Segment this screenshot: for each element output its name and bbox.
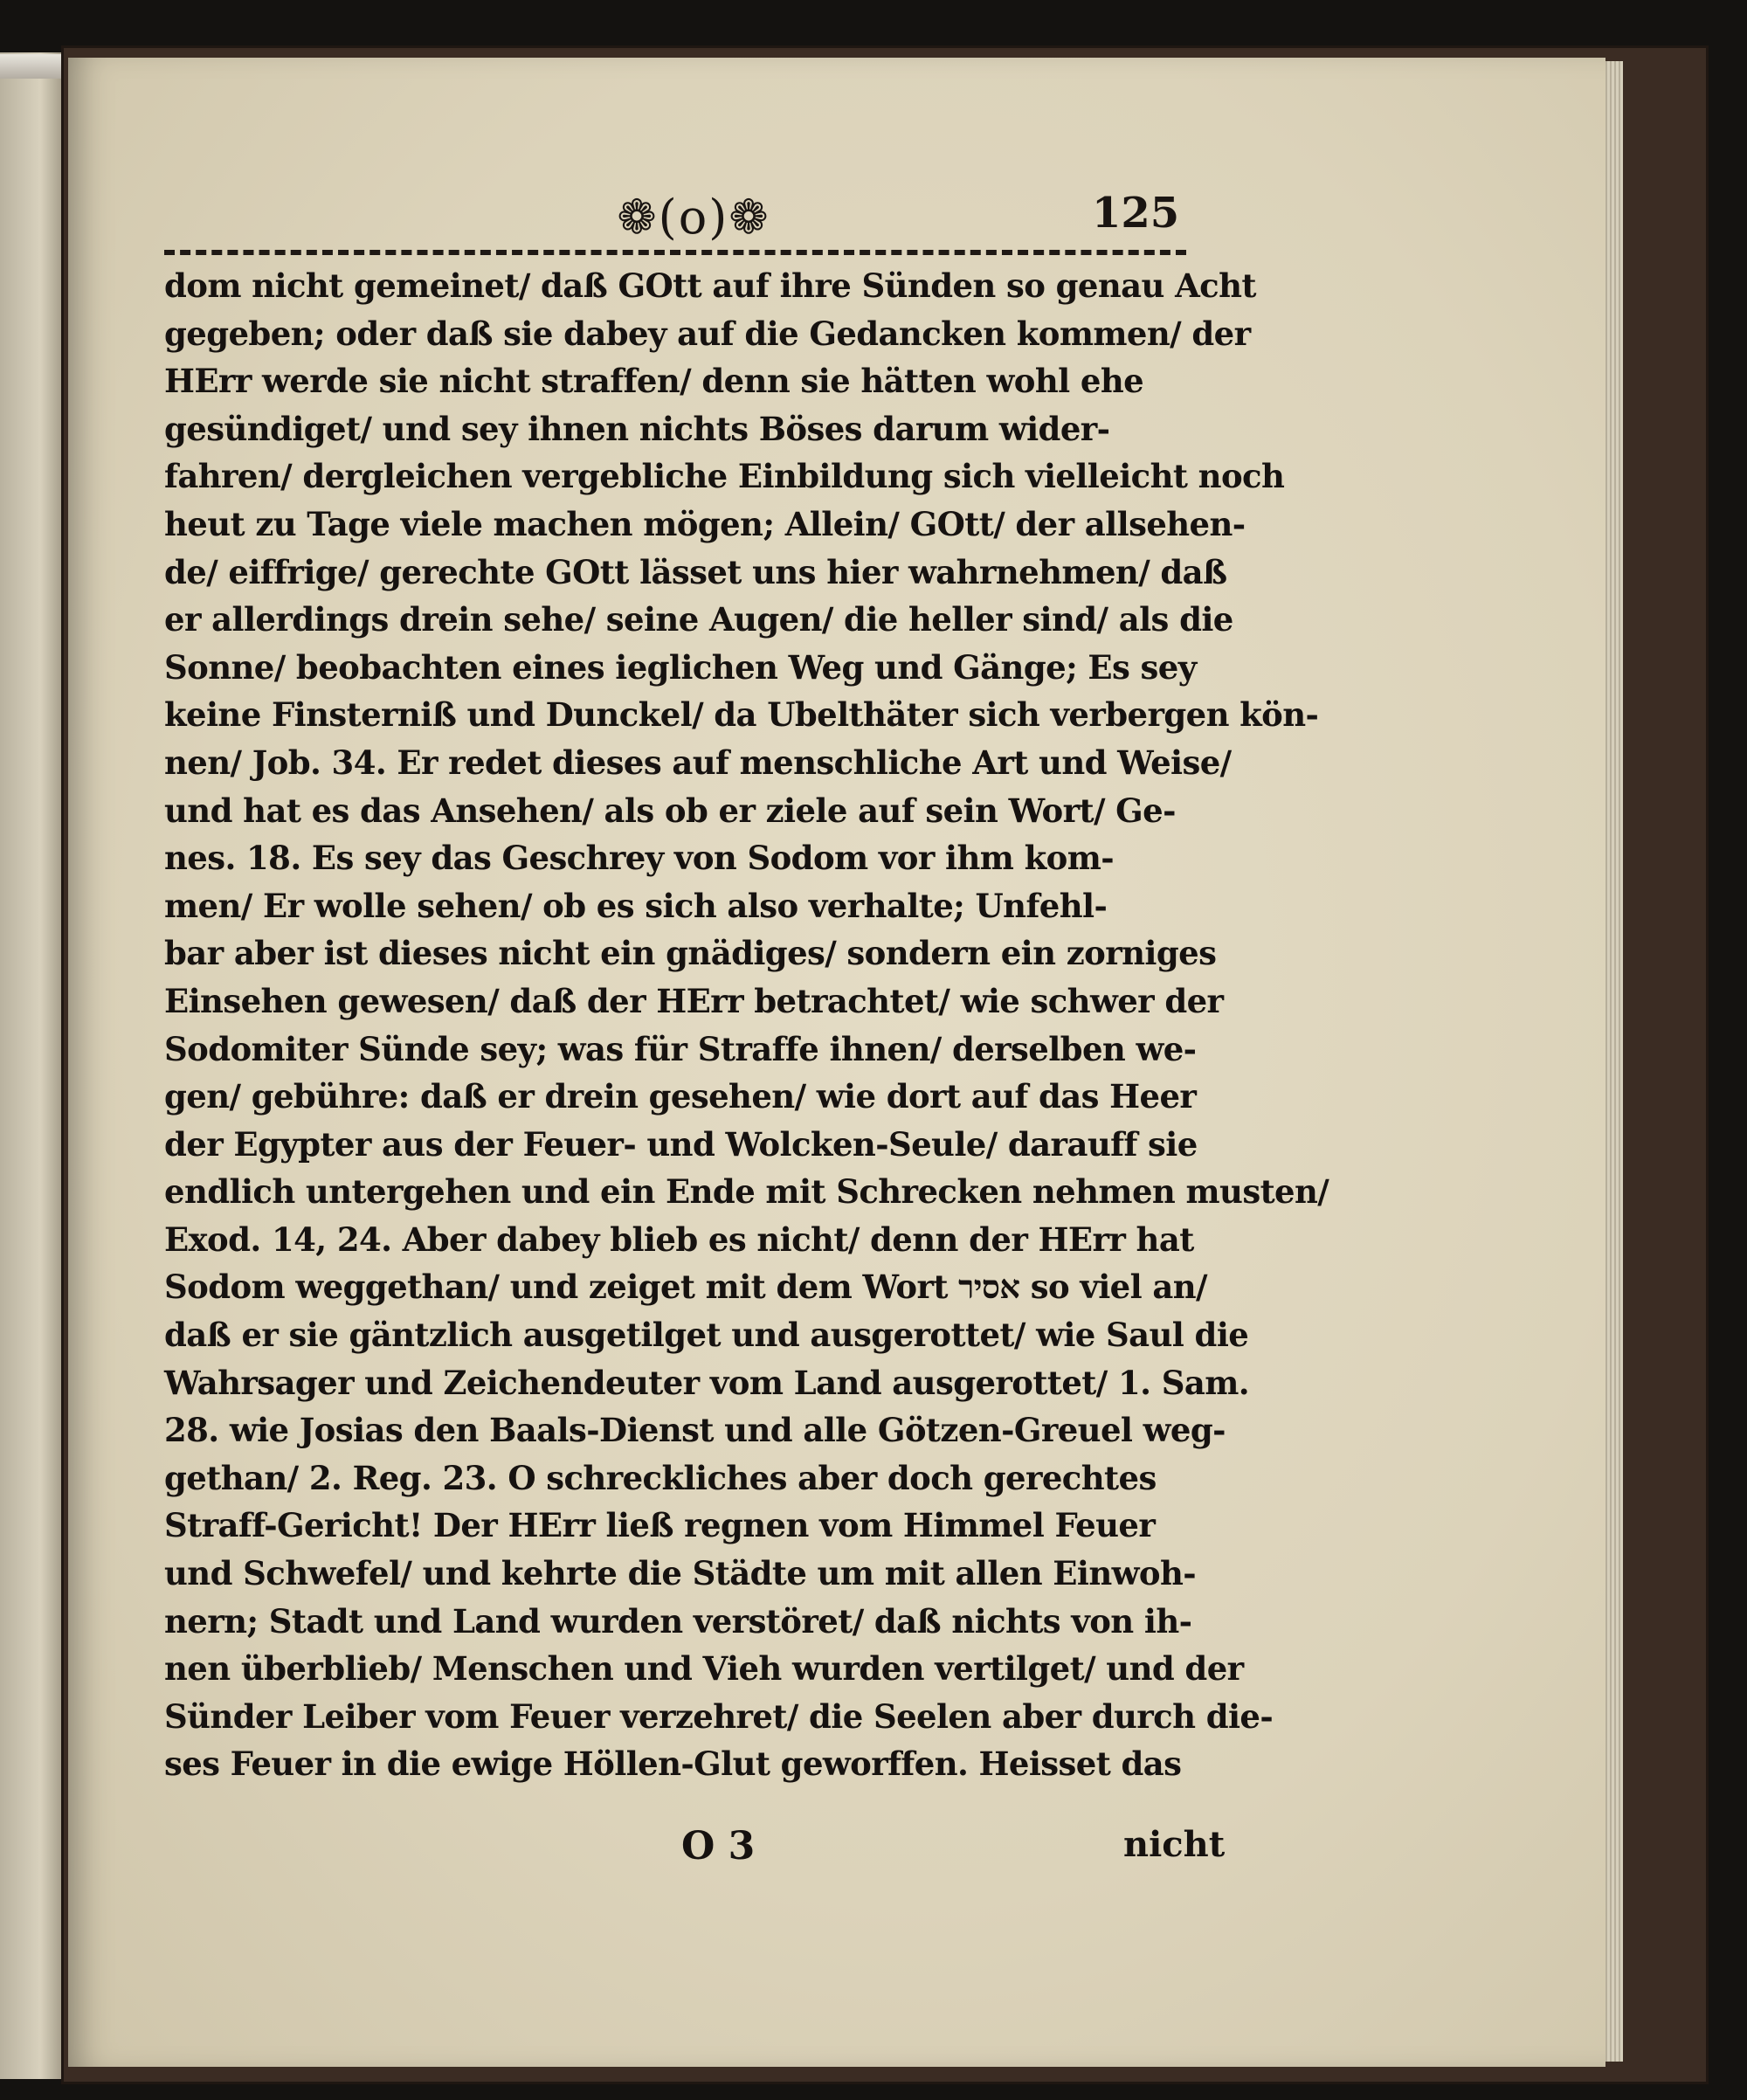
text-line: ses Feuer in die ewige Höllen-Glut geworffen. Heisset das [164, 1744, 1182, 1784]
text-line: Sünder Leiber vom Feuer verzehret/ die Seelen aber durch die- [164, 1696, 1274, 1736]
text-line: Sodom weggethan/ und zeiget mit dem Wort אסיר so viel an/ [164, 1268, 1207, 1307]
text-line: nen überblieb/ Menschen und Vieh wurden vertilget/ und der [164, 1649, 1244, 1689]
body-text [164, 262, 1329, 1788]
text-line: gethan/ 2. Reg. 23. O schreckliches aber doch gerechtes [164, 1458, 1157, 1497]
text-line: Sodomiter Sünde sey; was für Straffe ihnen/ derselben we- [164, 1029, 1197, 1068]
text-line: nern; Stadt und Land wurden verstöret/ daß nichts von ih- [164, 1601, 1192, 1641]
text-line: Sonne/ beobachten eines ieglichen Weg und Gänge; Es sey [164, 647, 1197, 687]
text-line: heut zu Tage viele machen mögen; Allein/ GOtt/ der allsehen- [164, 504, 1246, 543]
header-rule [164, 250, 1186, 255]
header-ornament: ❁(o)❁ [617, 189, 770, 245]
text-line: und Schwefel/ und kehrte die Städte um mit allen Einwoh- [164, 1554, 1197, 1593]
catchword: nicht [1123, 1824, 1226, 1865]
text-line: Einsehen gewesen/ daß der HErr betrachtet/ wie schwer der [164, 981, 1224, 1020]
text-line: Exod. 14, 24. Aber dabey blieb es nicht/ denn der HErr hat [164, 1219, 1194, 1259]
text-line: nes. 18. Es sey das Geschrey von Sodom vor ihm kom- [164, 839, 1115, 878]
text-line: Straff-Gericht! Der HErr ließ regnen vom Himmel Feuer [164, 1506, 1156, 1545]
text-line: gegeben; oder daß sie dabey auf die Gedancken kommen/ der [164, 314, 1251, 353]
text-line: men/ Er wolle sehen/ ob es sich also verhalte; Unfehl- [164, 886, 1108, 925]
text-line: endlich untergehen und ein Ende mit Schrecken nehmen musten/ [164, 1172, 1329, 1212]
text-line: de/ eiffrige/ gerechte GOtt lässet uns hier wahrnehmen/ daß [164, 552, 1227, 591]
text-line: daß er sie gäntzlich ausgetilget und ausgerottet/ wie Saul die [164, 1316, 1249, 1355]
text-line: und hat es das Ansehen/ als ob er ziele auf sein Wort/ Ge- [164, 791, 1176, 830]
text-line: gesündiget/ und sey ihnen nichts Böses darum wider- [164, 409, 1110, 448]
page-number: 125 [1092, 189, 1180, 238]
text-line: 28. wie Josias den Baals-Dienst und alle Götzen-Greuel weg- [164, 1411, 1226, 1450]
text-line: HErr werde sie nicht straffen/ denn sie hätten wohl ehe [164, 362, 1144, 401]
text-line: der Egypter aus der Feuer- und Wolcken-Seule/ darauff sie [164, 1124, 1198, 1164]
text-line: gen/ gebühre: daß er drein gesehen/ wie dort auf das Heer [164, 1077, 1197, 1116]
text-line: keine Finsterniß und Dunckel/ da Ubelthäter sich verbergen kön- [164, 695, 1319, 735]
text-line: bar aber ist dieses nicht ein gnädiges/ sondern ein zorniges [164, 934, 1217, 973]
text-line: er allerdings drein sehe/ seine Augen/ die heller sind/ als die [164, 600, 1233, 639]
text-line: Wahrsager und Zeichendeuter vom Land ausgerottet/ 1. Sam. [164, 1363, 1250, 1402]
text-line: nen/ Job. 34. Er redet dieses auf menschliche Art und Weise/ [164, 743, 1232, 782]
signature-mark: O 3 [681, 1824, 756, 1869]
text-line: dom nicht gemeinet/ daß GOtt auf ihre Sünden so genau Acht [164, 266, 1256, 305]
text-line: fahren/ dergleichen vergebliche Einbildung sich vielleicht noch [164, 457, 1285, 496]
